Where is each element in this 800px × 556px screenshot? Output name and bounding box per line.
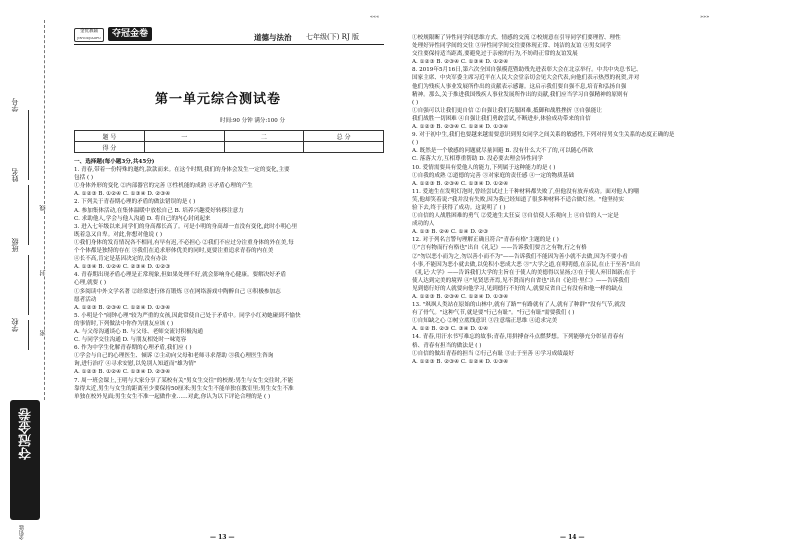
question-line: A. ①② B. ②③ C. ③④ D. ①④ xyxy=(412,326,489,333)
question-line: 有了骨气。"这种气节,就是要"行己有耻"。"行己有耻"需要我们 ( ) xyxy=(412,310,575,317)
question-line: 使人达到完美的境界 ④"见贤思齐焉,见不贤而内自省也"出自《论语·里仁》——告诉我们 xyxy=(412,277,630,284)
question-line: A. ①③ B. ②④ C. ①④ D. ②③ xyxy=(412,229,489,236)
question-line: 笑,他却笑着说:"我并没有失败,因为我已经知道了很多种材料不适合做灯丝。"他坚持实 xyxy=(412,196,624,203)
brand-small: 金钥匙 xyxy=(19,525,25,540)
question-line: 验下去,终于获得了成功。这说明了 ( ) xyxy=(412,204,506,211)
question-line: 靠得太近,男生与女生的距离至少要保持50厘米;男生女生不能单独在教室里;男生女生不准 xyxy=(74,385,294,392)
question-line: 一、选择题(每小题3分,共45分) xyxy=(74,159,155,165)
question-line: ①自信的人战胜困难的勇气 ②爱迪生太狂妄 ③自信使人乐观向上 ④自信的人一定是 xyxy=(412,213,619,220)
question-line: 他们为残疾人事业发展所作出的贡献表示感谢。这启示我们要自强不息,培育和弘扬自强 xyxy=(412,83,627,90)
question-line: 14. 青春,用汗水书写难忘的故事;青春,用拼搏奋斗点燃梦想。下列能够充分彰显青春有 xyxy=(412,334,624,341)
page-number-left: — 13 — xyxy=(210,534,235,541)
question-line: A. ①③④ B. ①②④ C. ②③④ D. ①②③ xyxy=(74,264,171,271)
question-line: ①学会与自己的心理医生、倾诉 ②主动向父母和老师寻求帮助 ③我心理医生咨询 xyxy=(74,353,274,360)
school-line xyxy=(28,320,29,350)
page-title: 第一单元综合测试卷 xyxy=(155,92,282,107)
question-line: 《礼记·大学》——告诉我们大学的主旨在于使人的美德得以显扬;③在于使人弃旧图新;在于 xyxy=(412,269,636,276)
score-table-cell: 总 分 xyxy=(304,131,384,142)
question-line: A. 既然是一个敏感的问题就尽量回避 B. 没有什么大不了的,可以随心所欲 xyxy=(412,148,594,155)
question-line: 国家主席、中央军委主席习近平在人民大会堂亲切会见大会代表,向他们表示热烈的祝贺,并对 xyxy=(412,75,640,82)
question-line: ( ) xyxy=(412,99,419,106)
score-table-cell: 题 号 xyxy=(75,131,145,142)
class-line xyxy=(28,255,29,315)
question-line: ①校规限断了异性同学间思维方式、情感的交流 ②校规意在引导同学们要理智、理性 xyxy=(412,35,621,41)
question-line: A. ①②③ B. ②③④ C. ①③④ D. ①②④ xyxy=(412,59,509,66)
school-label: 学校 xyxy=(11,318,19,332)
question-line: A. ①②③ B. ②③④ C. ①②④ D. ①③④ xyxy=(412,294,509,300)
question-line: 5. 小明是个"闹钟心理"较为严重的女孩,因此常使自己处于矛盾中。同学小红劝她碰到不愉快 xyxy=(74,312,301,319)
question-line: 的事情时,下列做法中你作为朋友应该 ( ) xyxy=(74,320,174,327)
fold-mark: 封 xyxy=(40,270,47,276)
line-mark: 线 xyxy=(40,205,47,211)
question-line: ①自我的成熟 ②道德的完善 ③对家庭的责任感 ④一定的物质基础 xyxy=(412,172,574,179)
score-table-cell: 二 xyxy=(224,131,304,142)
question-line: A. ①②③ B. ①②④ C. ①③④ D. ②③④ xyxy=(74,369,171,376)
question-line: 3. 进入七年级以来,同学们的身高都长高了。可是小明的身高却一直没有变化,此时小明心里 xyxy=(74,223,298,230)
question-line: C. 与同学交往沟通 D. 与朋友相处时一味宽容 xyxy=(74,337,187,344)
question-line: ②"勿以恶小而为之,勿以善小而不为"——告诉我们不能因为善小就不去做,因为不要小看 xyxy=(412,253,628,260)
question-line: C. 落落大方,互相尊重帮助 D. 没必要去理会异性同学 xyxy=(412,156,543,163)
question-line: ①我们身体的发育情况各不相同,有早有迟,不必担心 ②我们不应过分注重身体的外在美,每 xyxy=(74,239,294,246)
question-line: A. ①②③ B. ②③④ C. ①③④ D. ①②④ xyxy=(412,180,509,187)
question-line: ①自强可以让我们更自信 ②自强让我们克服困难,抵御和战胜挫折 ③自强能让 xyxy=(412,107,602,114)
number-line xyxy=(28,110,29,180)
question-line: 我们战胜一切困难 ④自强让我们勇敢尝试,不断进步,体验成功带来的自信 xyxy=(412,115,591,122)
grade-edition: 七年级(下) RJ 版 xyxy=(306,33,359,41)
score-input-cell[interactable] xyxy=(144,142,224,153)
name-line xyxy=(28,185,29,245)
question-line: C. 求助他人,学会与他人沟通 D. 将自己的内心封闭起来 xyxy=(74,215,211,222)
score-table-header-row xyxy=(75,131,384,142)
seal-mark: 密 xyxy=(40,330,47,336)
class-label: 班级 xyxy=(11,238,19,252)
question-line: 成功的人 xyxy=(412,221,435,228)
score-table-score-row xyxy=(75,142,384,153)
subject: 道德与法治 xyxy=(254,33,292,42)
question-line: ①身体外形的变化 ②内部器官的完善 ③性机能的成熟 ④矛盾心理的产生 xyxy=(74,183,253,190)
binding-strip xyxy=(0,0,58,556)
question-line: 见到德行好的人就要向他学习,见到德行不好的人,就要反省自己有没有和他一样的缺点 xyxy=(412,285,623,292)
question-line: ①自信的做出青春的担当 ②行己有耻 ③止于至善 ④学习成绩最好 xyxy=(412,350,574,357)
decor-dots-left: ««« xyxy=(370,14,380,20)
score-table-cell: 一 xyxy=(144,131,224,142)
right-question-column xyxy=(412,34,730,366)
question-line: A. 参加集体活动,在集体温暖中放松自己 B. 培养兴趣爱好转移注意力 xyxy=(74,207,244,214)
question-line: 8. 2019年5月16日,第六次全国自强模范暨助残先进表彰大会在北京举行。中共中央总书记、 xyxy=(412,67,642,74)
question-line: 1. 青春,带着一份特殊的邀约,款款而来。在这个时期,我们的身体会发生一定的变化,主要 xyxy=(74,167,290,174)
number-label: 学号 xyxy=(11,98,19,112)
question-line: 愿者活动 xyxy=(74,296,97,303)
question-line: 包括 ( ) xyxy=(74,175,94,182)
question-line: A. ①②③ B. ②③④ C. ①②④ D. ①③④ xyxy=(412,358,509,365)
question-line: 9. 对于初中生,我们也要越来越需要意识到男女同学之间关系的敏感性,下列对待男女生关系的态度正确的是 xyxy=(412,132,675,139)
question-line: 格、青春有担当的做法是 ( ) xyxy=(412,342,482,349)
question-line: 交往要保持适当距离,要避免过于亲密的行为,不妨碍正常的友谊发展 xyxy=(412,51,578,58)
question-line: A. ①②③ B. ②③④ C. ①②④ D. ①③④ xyxy=(412,124,509,131)
question-line: A. ①②③ B. ②③④ C. ①②④ D. ①③④ xyxy=(74,304,171,311)
question-line: 10. 爱情需要具有爱他人的能力,下列属于这种能力的是 ( ) xyxy=(412,164,556,171)
question-line: A. 与父母沟通谈心 B. 与父母、老师交流讨积极沟通 xyxy=(74,328,203,335)
score-input-cell[interactable] xyxy=(304,142,384,153)
question-line: 2. 下列关于青春期心理的矛盾的做法错误的是 ( ) xyxy=(74,199,196,206)
question-line: 4. 青春期出现矛盾心理是正常现象,但如果处理不好,就会影响身心健康。要解决好矛盾 xyxy=(74,272,287,279)
score-input-cell[interactable] xyxy=(224,142,304,153)
question-line: 处理好异性同学间的交往 ③异性同学间交往要体现正常、纯洁的友谊 ④男女同学 xyxy=(412,43,612,50)
question-line: ①多阅读中外文学名著 ②经常进行体育锻炼 ③在网络游戏中陶醉自己 ④积极参加志 xyxy=(74,288,281,295)
decor-dots-right: »»» xyxy=(700,14,710,20)
question-line: ( ) xyxy=(412,140,419,147)
page-number-right: — 14 — xyxy=(560,534,585,541)
question-line: 询,进行治疗 ④寻求安慰,以免别人知道而"雄为情" xyxy=(74,361,197,368)
question-line: 单独在校外见面;男生女生不准一起做作业……对此,你认为以下评论合理的是 ( ) xyxy=(74,393,271,400)
question-line: 12. 对于列名言警句理解正确且符合"青春有格"主题的是 ( ) xyxy=(412,237,559,244)
question-line: ①"言有物而行有格也"出自《礼记》——告诉我们要言之有物,行之有格 xyxy=(412,245,587,252)
question-line: ①自知缺之心 ②树立底线意识 ③注意端正思维 ④追求完美 xyxy=(412,318,558,325)
question-line: A. ①②③ B. ①②④ C. ①③④ D. ②③④ xyxy=(74,191,171,198)
score-table xyxy=(74,130,384,153)
series-logo-vertical: 夺冠金卷 xyxy=(10,400,40,520)
question-line: 13. "飒飒人类站在原始的山林中,就有了路""有路就有了人,就有了种群""没有气节,就没 xyxy=(412,302,626,309)
time-score-info: 时间:90 分钟 满分:100 分 xyxy=(220,118,285,124)
series-logo: 夺冠金卷 xyxy=(108,27,152,41)
question-line: 心理,就要 ( ) xyxy=(74,280,107,287)
left-question-column xyxy=(74,158,386,401)
score-table-cell: 得 分 xyxy=(75,142,145,153)
question-line: ④长不高,肯定是基因决定的,没有办法 xyxy=(74,256,168,263)
question-line: 7. 周一班会课上,王明与大家分享了某校有关"男女生交往"的校规:男生与女生交往时,不能 xyxy=(74,377,294,384)
question-line: 小事,不能因为恶小就去做,以免积小恶成大恶 ③"大学之道,在明明德,在亲民,在止于至善"出自 xyxy=(412,261,641,268)
question-line: 6. 作为中学生化解青春期的心理矛盾,我们应 ( ) xyxy=(74,345,192,352)
header-rule xyxy=(74,44,384,45)
question-line: 既着急又自卑。对此,你想对他说 ( ) xyxy=(74,231,163,238)
question-line: 精神。那么,关于推进我国残疾人事业发展所作出的贡献,我们应当学习自强精神的原则有 xyxy=(412,91,629,98)
question-line: 11. 爱迪生在发明灯泡时,曾经尝试过上千种材料都失败了,但他没有放弃成功。面对他人的嘲 xyxy=(412,188,639,195)
name-label: 姓名 xyxy=(11,168,19,182)
question-line: 个个体都是独特的存在 ③我们在追求形体优美的同时,更要注重追求青春的内在美 xyxy=(74,248,274,255)
brand-logo: 金优教辅 JINYOUJIAOFU xyxy=(74,28,104,42)
